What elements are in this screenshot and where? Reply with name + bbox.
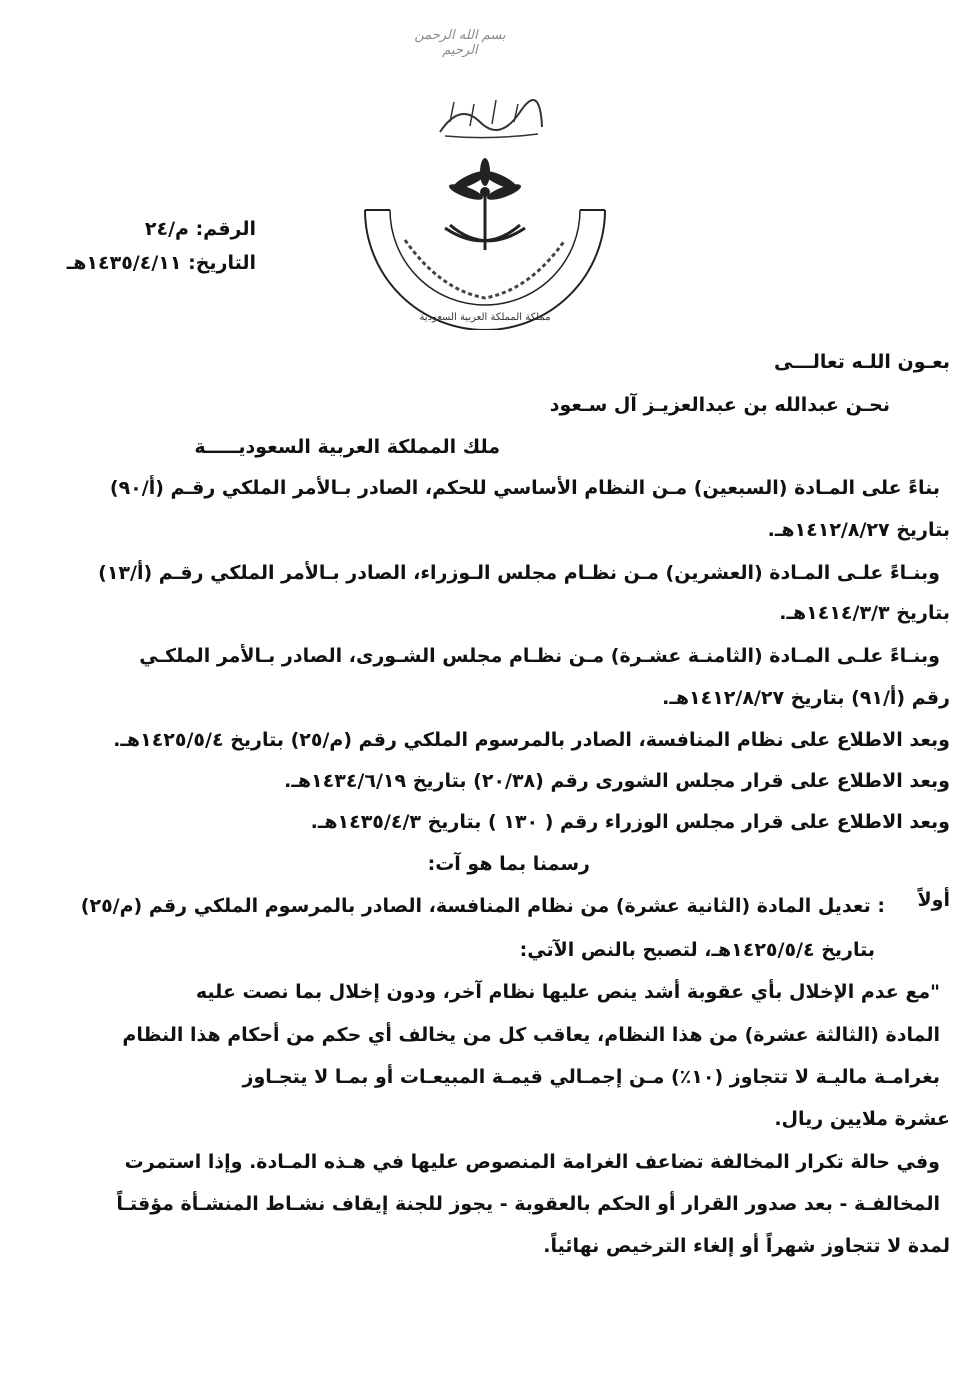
preamble-line: بتاريخ ١٤١٢/٨/٢٧هـ. (767, 519, 950, 541)
document-number: الرقم: م/٢٤ (144, 218, 256, 240)
basmala: بسم الله الرحمن الرحيم (414, 28, 506, 58)
quoted-text-line: المادة (الثالثة عشرة) من هذا النظام، يعاقب كل من يخالف أي حكم من أحكام هذا النظام (122, 1024, 940, 1046)
preamble-line: بتاريخ ١٤١٤/٣/٣هـ. (779, 602, 950, 624)
document-meta (67, 212, 256, 280)
opening-line-1: بعـون اللـه تعالـــى (774, 351, 950, 373)
quoted-text-line: بغرامـة ماليـة لا تتجاوز (١٠٪) مـن إجمـالي قيمـة المبيعـات أو بمـا لا يتجـاوز (242, 1066, 940, 1088)
opening-line-2: نحـن عبدالله بن عبدالعزيـز آل سـعود (549, 394, 890, 416)
article-one-line-1: : تعديل المادة (الثانية عشرة) من نظام المنافسة، الصادر بالمرسوم الملكي رقم (م/٢٥) (80, 895, 885, 917)
preamble-line: وبعد الاطلاع على قرار مجلس الوزراء رقم ( ١٣٠ ) بتاريخ ١٤٣٥/٤/٣هـ. (310, 811, 950, 833)
quoted-text-line: لمدة لا تتجاوز شهراً أو إلغاء الترخيص نهائياً. (543, 1235, 950, 1257)
preamble-line: رقم (أ/٩١) بتاريخ ١٤١٢/٨/٢٧هـ. (662, 687, 950, 709)
quoted-text-line: عشرة ملايين ريال. (774, 1108, 950, 1130)
quoted-text-line: وفي حالة تكرار المخالفة تضاعف الغرامة المنصوص عليها في هـذه المـادة. وإذا استمرت (124, 1151, 940, 1173)
preamble-line: وبعد الاطلاع على قرار مجلس الشورى رقم (٢٠/٣٨) بتاريخ ١٤٣٤/٦/١٩هـ. (284, 770, 950, 792)
article-one-label: أولاً (917, 889, 950, 911)
article-one-line-2: بتاريخ ١٤٢٥/٥/٤هـ، لتصبح بالنص الآتي: (519, 939, 875, 961)
quoted-text-line: "مع عدم الإخلال بأي عقوبة أشد ينص عليها نظام آخر، ودون إخلال بما نصت عليه (195, 981, 940, 1003)
document-date: التاريخ: ١٤٣٥/٤/١١هـ (66, 252, 256, 274)
preamble-line: وبعد الاطلاع على نظام المنافسة، الصادر بالمرسوم الملكي رقم (م/٢٥) بتاريخ ١٤٢٥/٥/٤هـ. (113, 729, 950, 751)
shahada-calligraphy (430, 92, 550, 142)
emblem-text: مملكة المملكة العربية السعودية (419, 312, 551, 323)
preamble-closing: رسمنا بما هو آت: (427, 853, 590, 875)
opening-line-3: ملك المملكة العربية السعوديـــــة (194, 436, 500, 458)
preamble-line: بناءً على المـادة (السبعين) مـن النظام الأساسي للحكم، الصادر بـالأمر الملكي رقـم (أ/٩٠) (109, 477, 940, 499)
preamble-line: وبنـاءً علـى المـادة (الثامنـة عشـرة) مـن نظـام مجلس الشـورى، الصادر بـالأمر الملكـي (139, 645, 940, 667)
saudi-emblem (360, 150, 610, 330)
preamble-line: وبنـاءً علـى المـادة (العشرين) مـن نظـام مجلس الـوزراء، الصادر بـالأمر الملكي رقـم (أ/١٣) (98, 562, 940, 584)
quoted-text-line: المخالفـة - بعد صدور القرار أو الحكم بالعقوبة - يجوز للجنة إيقاف نشـاط المنشـأة مؤقتـاً (116, 1193, 940, 1215)
